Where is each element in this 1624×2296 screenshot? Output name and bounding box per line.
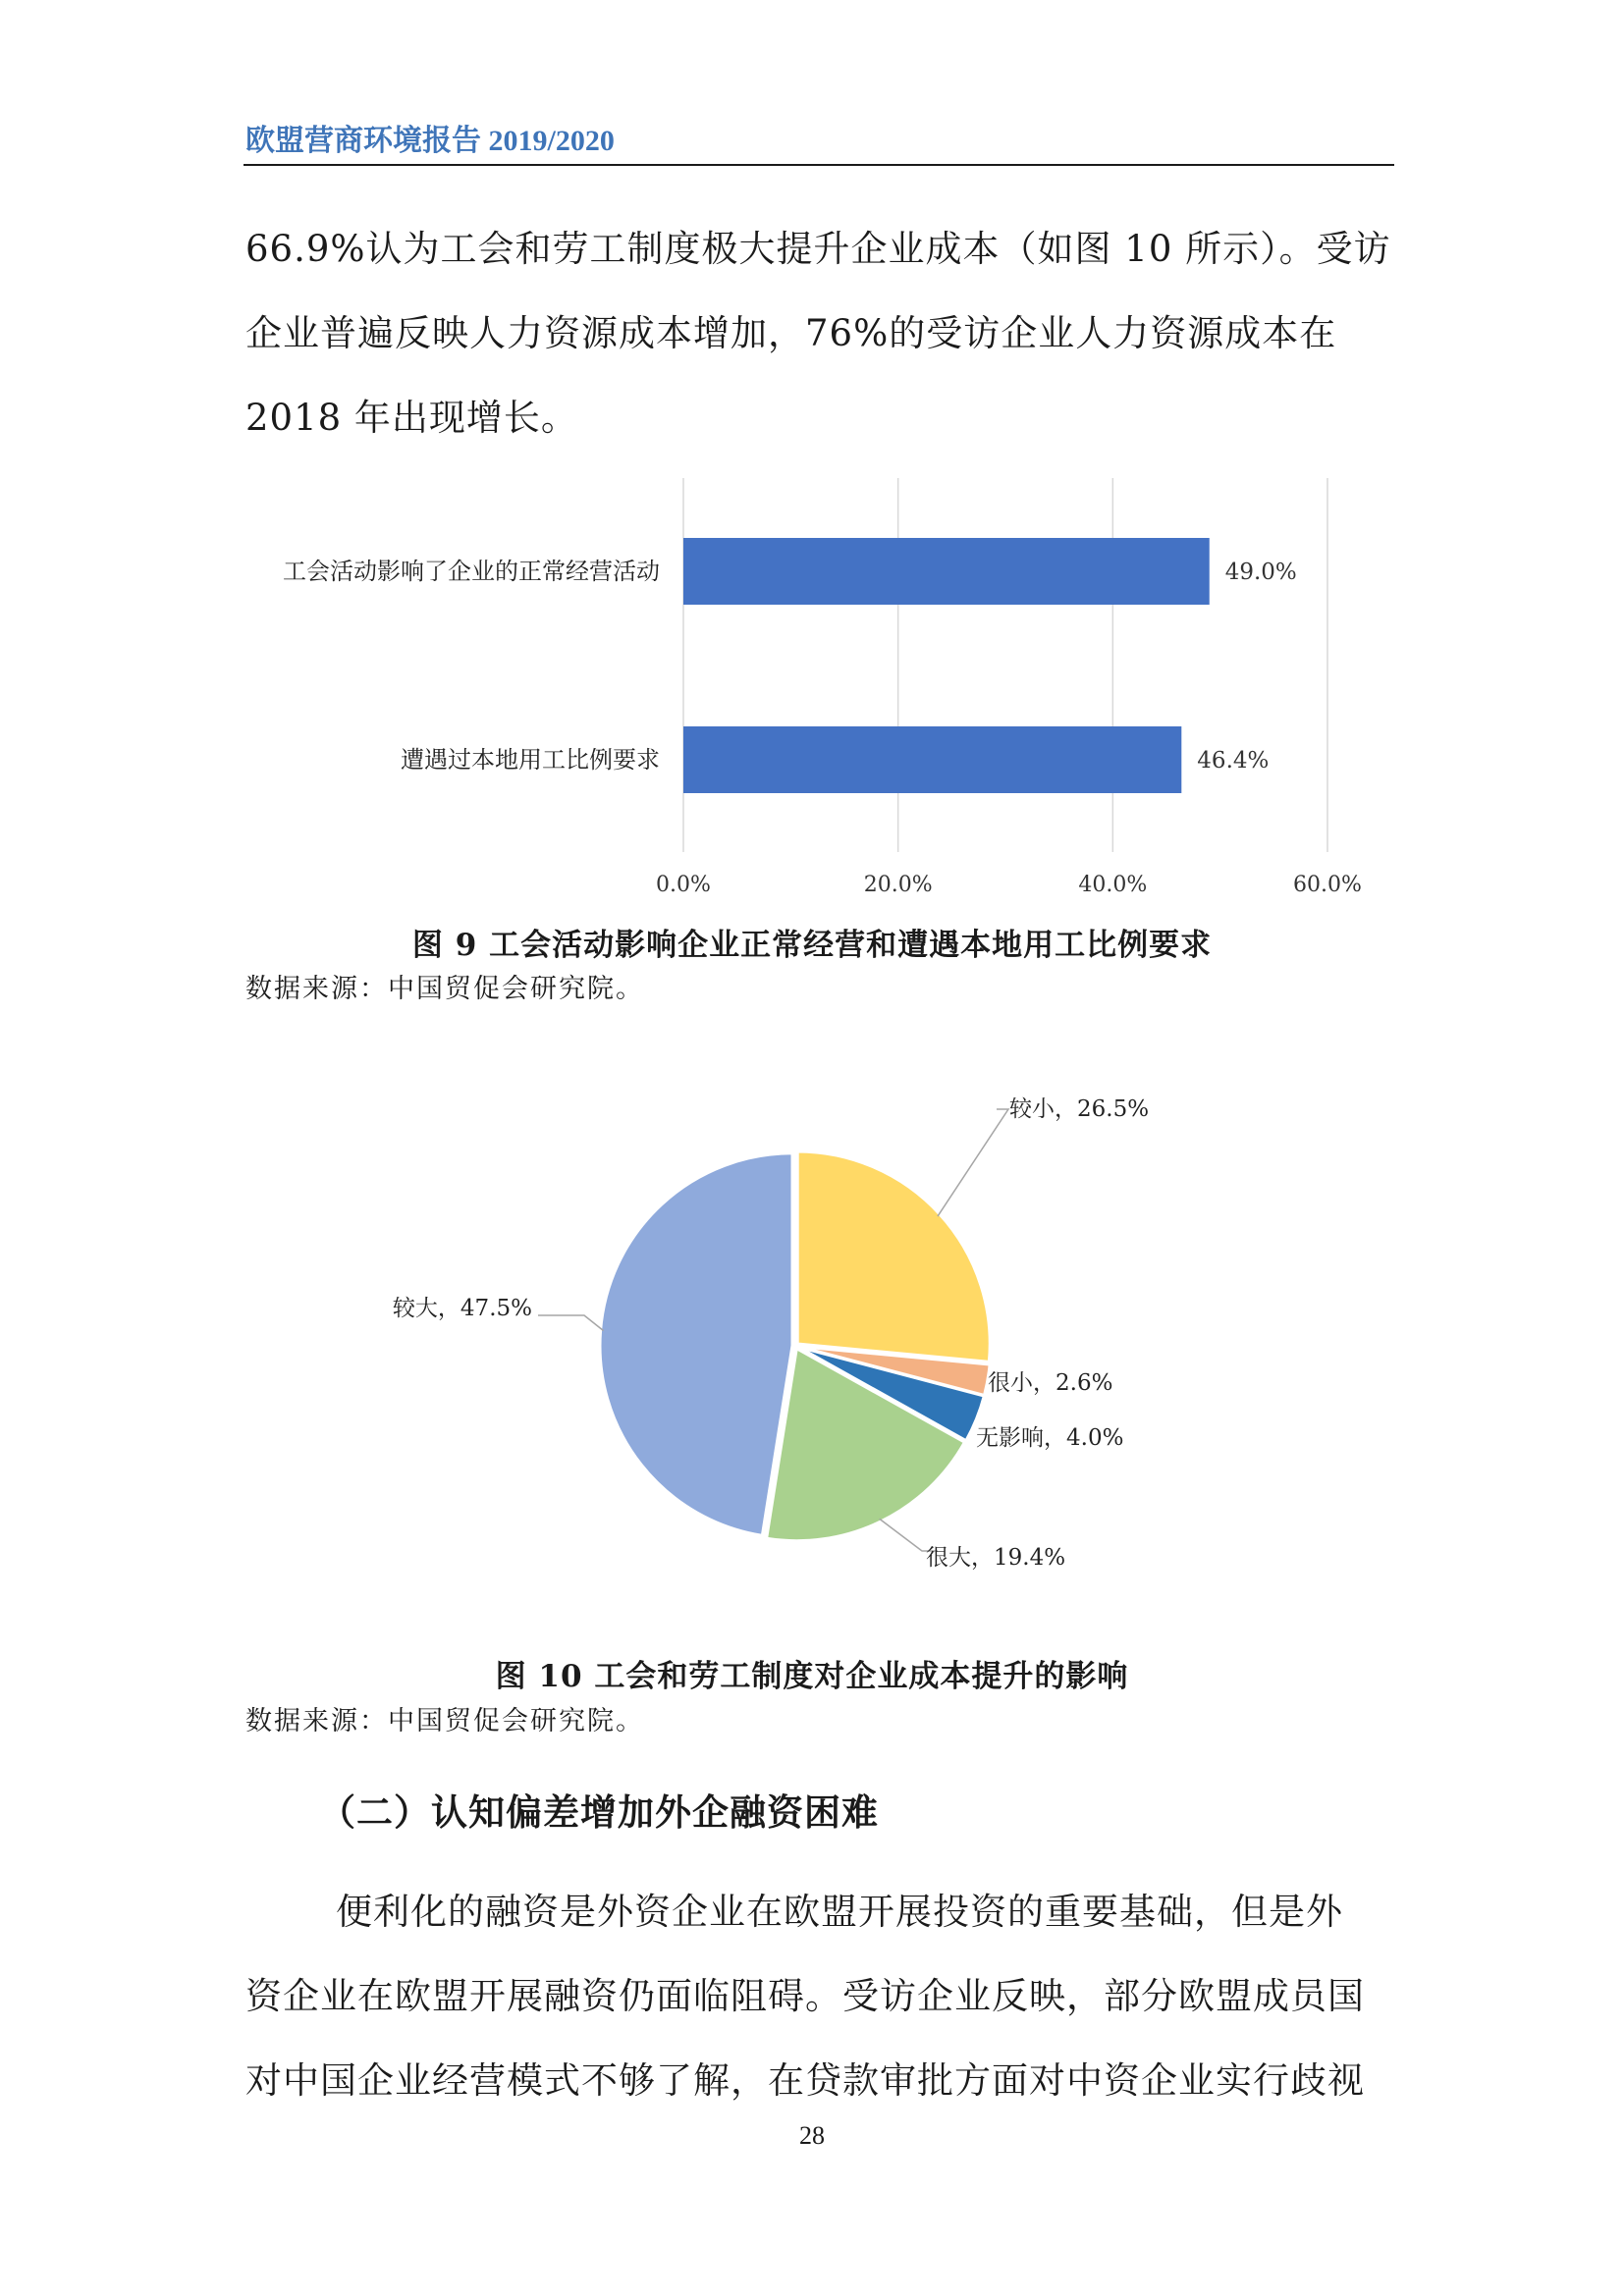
body-line: 便利化的融资是外资企业在欧盟开展投资的重要基础，但是外 [336,1891,1343,1933]
data-label: 46.4% [1197,748,1270,774]
slice-label: 很大，19.4% [926,1545,1066,1571]
x-tick-label: 20.0% [863,873,933,897]
x-tick-label: 60.0% [1293,873,1362,897]
pie-slice [797,1151,990,1362]
body-line: 资企业在欧盟开展融资仍面临阻碍。受访企业反映，部分欧盟成员国 [245,1975,1365,2017]
body-paragraph [245,1870,1394,2123]
figure-9-source: 数据来源：中国贸促会研究院。 [245,974,644,1004]
x-tick-label: 40.0% [1078,873,1148,897]
leader-line [538,1315,604,1331]
figure-10-caption: 图 10 工会和劳工制度对企业成本提升的影响 [495,1659,1129,1694]
slice-label: 无影响，4.0% [976,1425,1124,1451]
x-tick-label: 0.0% [656,873,711,897]
data-label: 49.0% [1224,560,1297,585]
section-heading: （二）认知偏差增加外企融资困难 [319,1790,879,1834]
intro-line: 企业普遍反映人力资源成本增加，76%的受访企业人力资源成本在 [245,312,1337,354]
figure-10-source: 数据来源：中国贸促会研究院。 [245,1706,644,1736]
body-line: 对中国企业经营模式不够了解，在贷款审批方面对中资企业实行歧视 [245,2059,1365,2102]
slice-label: 很小，2.6% [988,1370,1113,1396]
category-label: 遭遇过本地用工比例要求 [401,746,660,774]
slice-label: 较小，26.5% [1009,1096,1150,1122]
intro-line: 66.9%认为工会和劳工制度极大提升企业成本（如图 10 所示）。受访 [245,228,1391,270]
leader-line [938,1109,1008,1216]
figure-9-caption: 图 9 工会活动影响企业正常经营和遭遇本地用工比例要求 [411,928,1213,963]
intro-line: 2018 年出现增长。 [245,397,578,439]
running-header: 欧盟营商环境报告 2019/2020 [245,125,615,157]
slice-label: 较大，47.5% [392,1296,532,1321]
category-label: 工会活动影响了企业的正常经营活动 [283,558,660,585]
pie-slice [600,1153,792,1536]
page-number: 28 [799,2121,825,2150]
